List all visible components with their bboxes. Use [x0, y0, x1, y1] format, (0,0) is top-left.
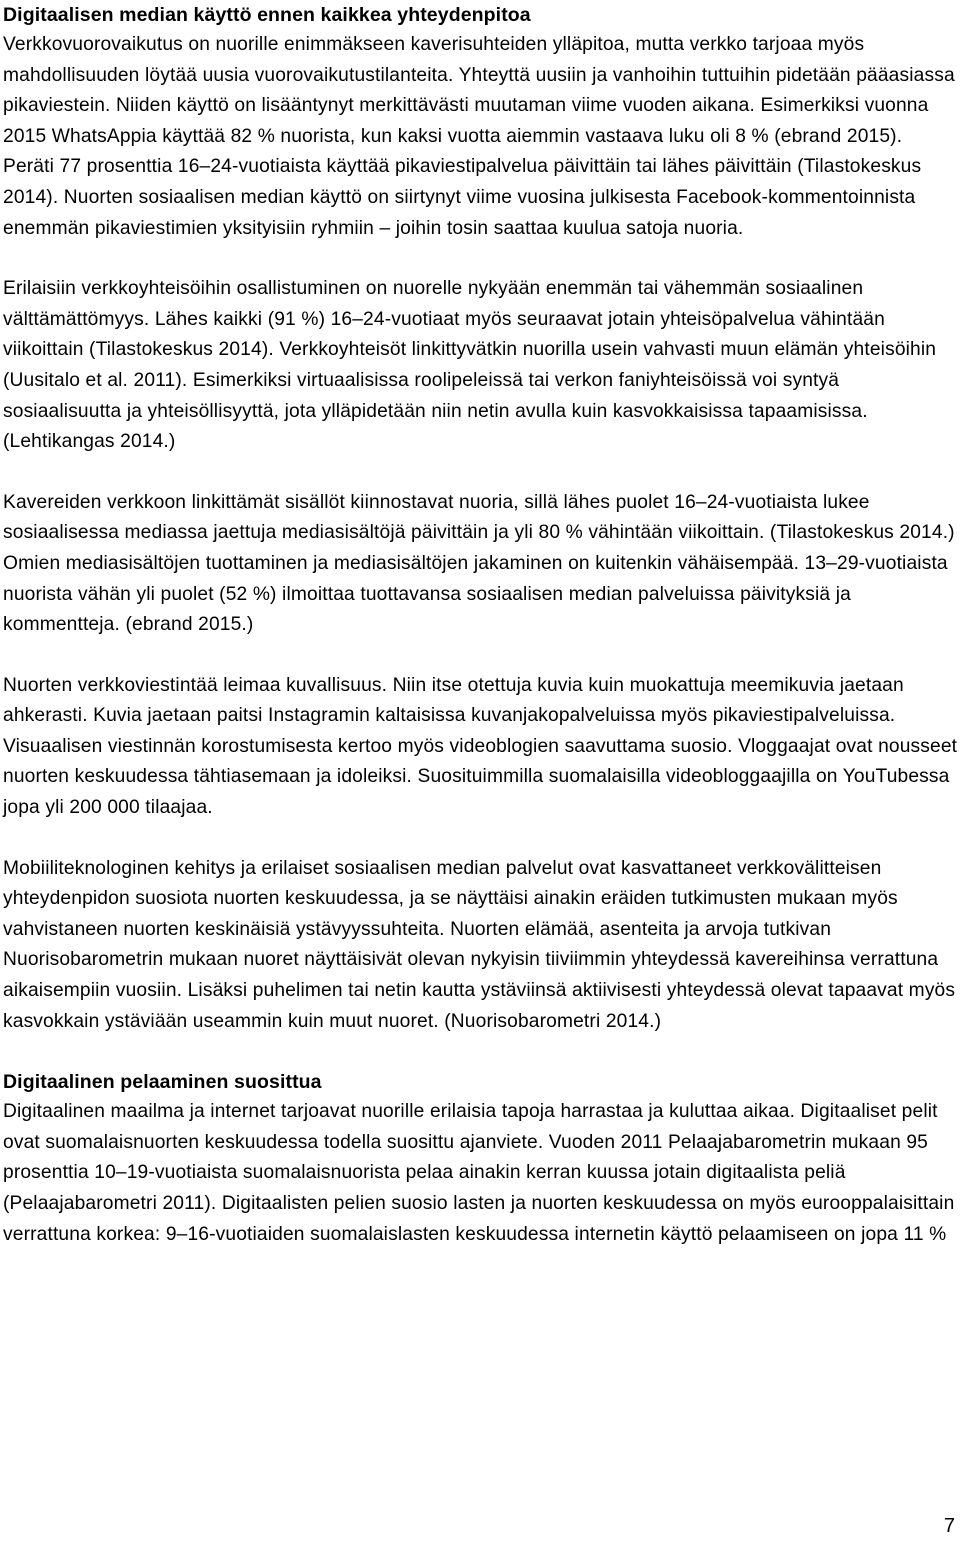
paragraph-gap [3, 244, 958, 274]
section-heading-digital-media: Digitaalisen median käyttö ennen kaikkea yhteydenpitoa [3, 4, 531, 26]
page-number: 7 [943, 1515, 955, 1537]
paragraph-online-communities: Erilaisiin verkkoyhteisöihin osallistuminen on nuorelle nykyään enemmän tai vähemmän sosiaalinen välttämättömyys. Lähes kaikki (91 %) 16–24-vuotiaat myös seuraavat jotain yhteisöpalvelua vähintään viikoittain (Tilastokeskus 2014). Verkkoyhteisöt linkittyvätkin nuorilla usein vahvasti muun elämän yhteisöihin (Uusitalo et al. 2011). Esimerkiksi virtuaalisissa roolipeleissä tai verkon faniyhteisöissä voi syntyä sosiaalisuutta ja yhteisöllisyyttä, jota ylläpidetään niin netin avulla kuin kasvokkaisissa tapaamisissa. (Lehtikangas 2014.) [3, 278, 937, 453]
paragraph-communication: Verkkovuorovaikutus on nuorille enimmäkseen kaverisuhteiden ylläpitoa, mutta verkko tarjoaa myös mahdollisuuden löytää uusia vuorovaikutustilanteita. Yhteyttä uusiin ja vanhoihin tuttuihin pidetään pääasiassa pikaviestein. Niiden käyttö on lisääntynyt merkittävästi muutaman viime vuoden aikana. Esimerkiksi vuonna 2015 WhatsAppia käyttää 82 % nuorista, kun kaksi vuotta aiemmin vastaava luku oli 8 % (ebrand 2015). Peräti 77 prosenttia 16–24-vuotiaista käyttää pikaviestipalvelua päivittäin tai lähes päivittäin (Tilastokeskus 2014). Nuorten sosiaalisen median käyttö on siirtynyt viime vuosina julkisesta Facebook-kommentoinnista enemmän pikaviestimien yksityisiin ryhmiin – joihin tosin saattaa kuulua satoja nuoria. [3, 34, 955, 239]
paragraph-gap [3, 1037, 958, 1067]
paragraph-visual-communication: Nuorten verkkoviestintää leimaa kuvallisuus. Niin itse otettuja kuvia kuin muokattuja meemikuvia jaetaan ahkerasti. Kuvia jaetaan paitsi Instagramin kaltaisissa kuvanjakopalveluissa myös pikaviestipalveluissa. Visuaalisen viestinnän korostumisesta kertoo myös videoblogien saavuttama suosio. Vloggaajat ovat nousseet nuorten keskuudessa tähtiasemaan ja idoleiksi. Suosituimmilla suomalaisilla videobloggaajilla on YouTubessa jopa yli 200 000 tilaajaa. [3, 674, 958, 819]
paragraph-shared-content: Kavereiden verkkoon linkittämät sisällöt kiinnostavat nuoria, sillä lähes puolet 16–24-vuotiaista lukee sosiaalisessa mediassa jaettuja mediasisältöjä päivittäin ja yli 80 % vähintään viikoittain. (Tilastokeskus 2014.) Omien mediasisältöjen tuottaminen ja mediasisältöjen jakaminen on kuitenkin vähäisempää. 13–29-vuotiaista nuorista vähän yli puolet (52 %) ilmoittaa tuottavansa sosiaalisen median palveluissa päivityksiä ja kommentteja. (ebrand 2015.) [3, 491, 955, 636]
paragraph-gap [3, 641, 958, 671]
paragraph-mobile-technology: Mobiiliteknologinen kehitys ja erilaiset sosiaalisen median palvelut ovat kasvattaneet verkkovälitteisen yhteydenpidon suosiota nuorten keskuudessa, ja se näyttäisi ainakin eräiden tutkimusten mukaan myös vahvistaneen nuorten keskinäisiä ystävyyssuhteita. Nuorten elämää, asenteita ja arvoja tutkivan Nuorisobarometrin mukaan nuoret näyttäisivät olevan nykyisin tiiviimmin yhteydessä kavereihinsa verrattuna aikaisempiin vuosiin. Lisäksi puhelimen tai netin kautta ystäviinsä aktiivisesti yhteydessä olevat tapaavat myös kasvokkain ystäviään useammin kuin muut nuoret. (Nuorisobarometri 2014.) [3, 857, 956, 1032]
paragraph-gap [3, 458, 958, 488]
section-heading-gaming: Digitaalinen pelaaminen suosittua [3, 1071, 322, 1094]
paragraph-gap [3, 824, 958, 854]
paragraph-digital-gaming: Digitaalinen maailma ja internet tarjoavat nuorille erilaisia tapoja harrastaa ja kuluttaa aikaa. Digitaaliset pelit ovat suomalaisnuorten keskuudessa todella suosittu ajanviete. Vuoden 2011 Pelaajabarometrin mukaan 95 prosenttia 10–19-vuotiaista suomalaisnuorista pelaa ainakin kerran kuussa jotain digitaalista peliä (Pelaajabarometri 2011). Digitaalisten pelien suosio lasten ja nuorten keskuudessa on myös eurooppalaisittain verrattuna korkea: 9–16-vuotiaiden suomalaislasten keskuudessa internetin käyttö pelaamiseen on jopa 11 % [3, 1101, 955, 1245]
